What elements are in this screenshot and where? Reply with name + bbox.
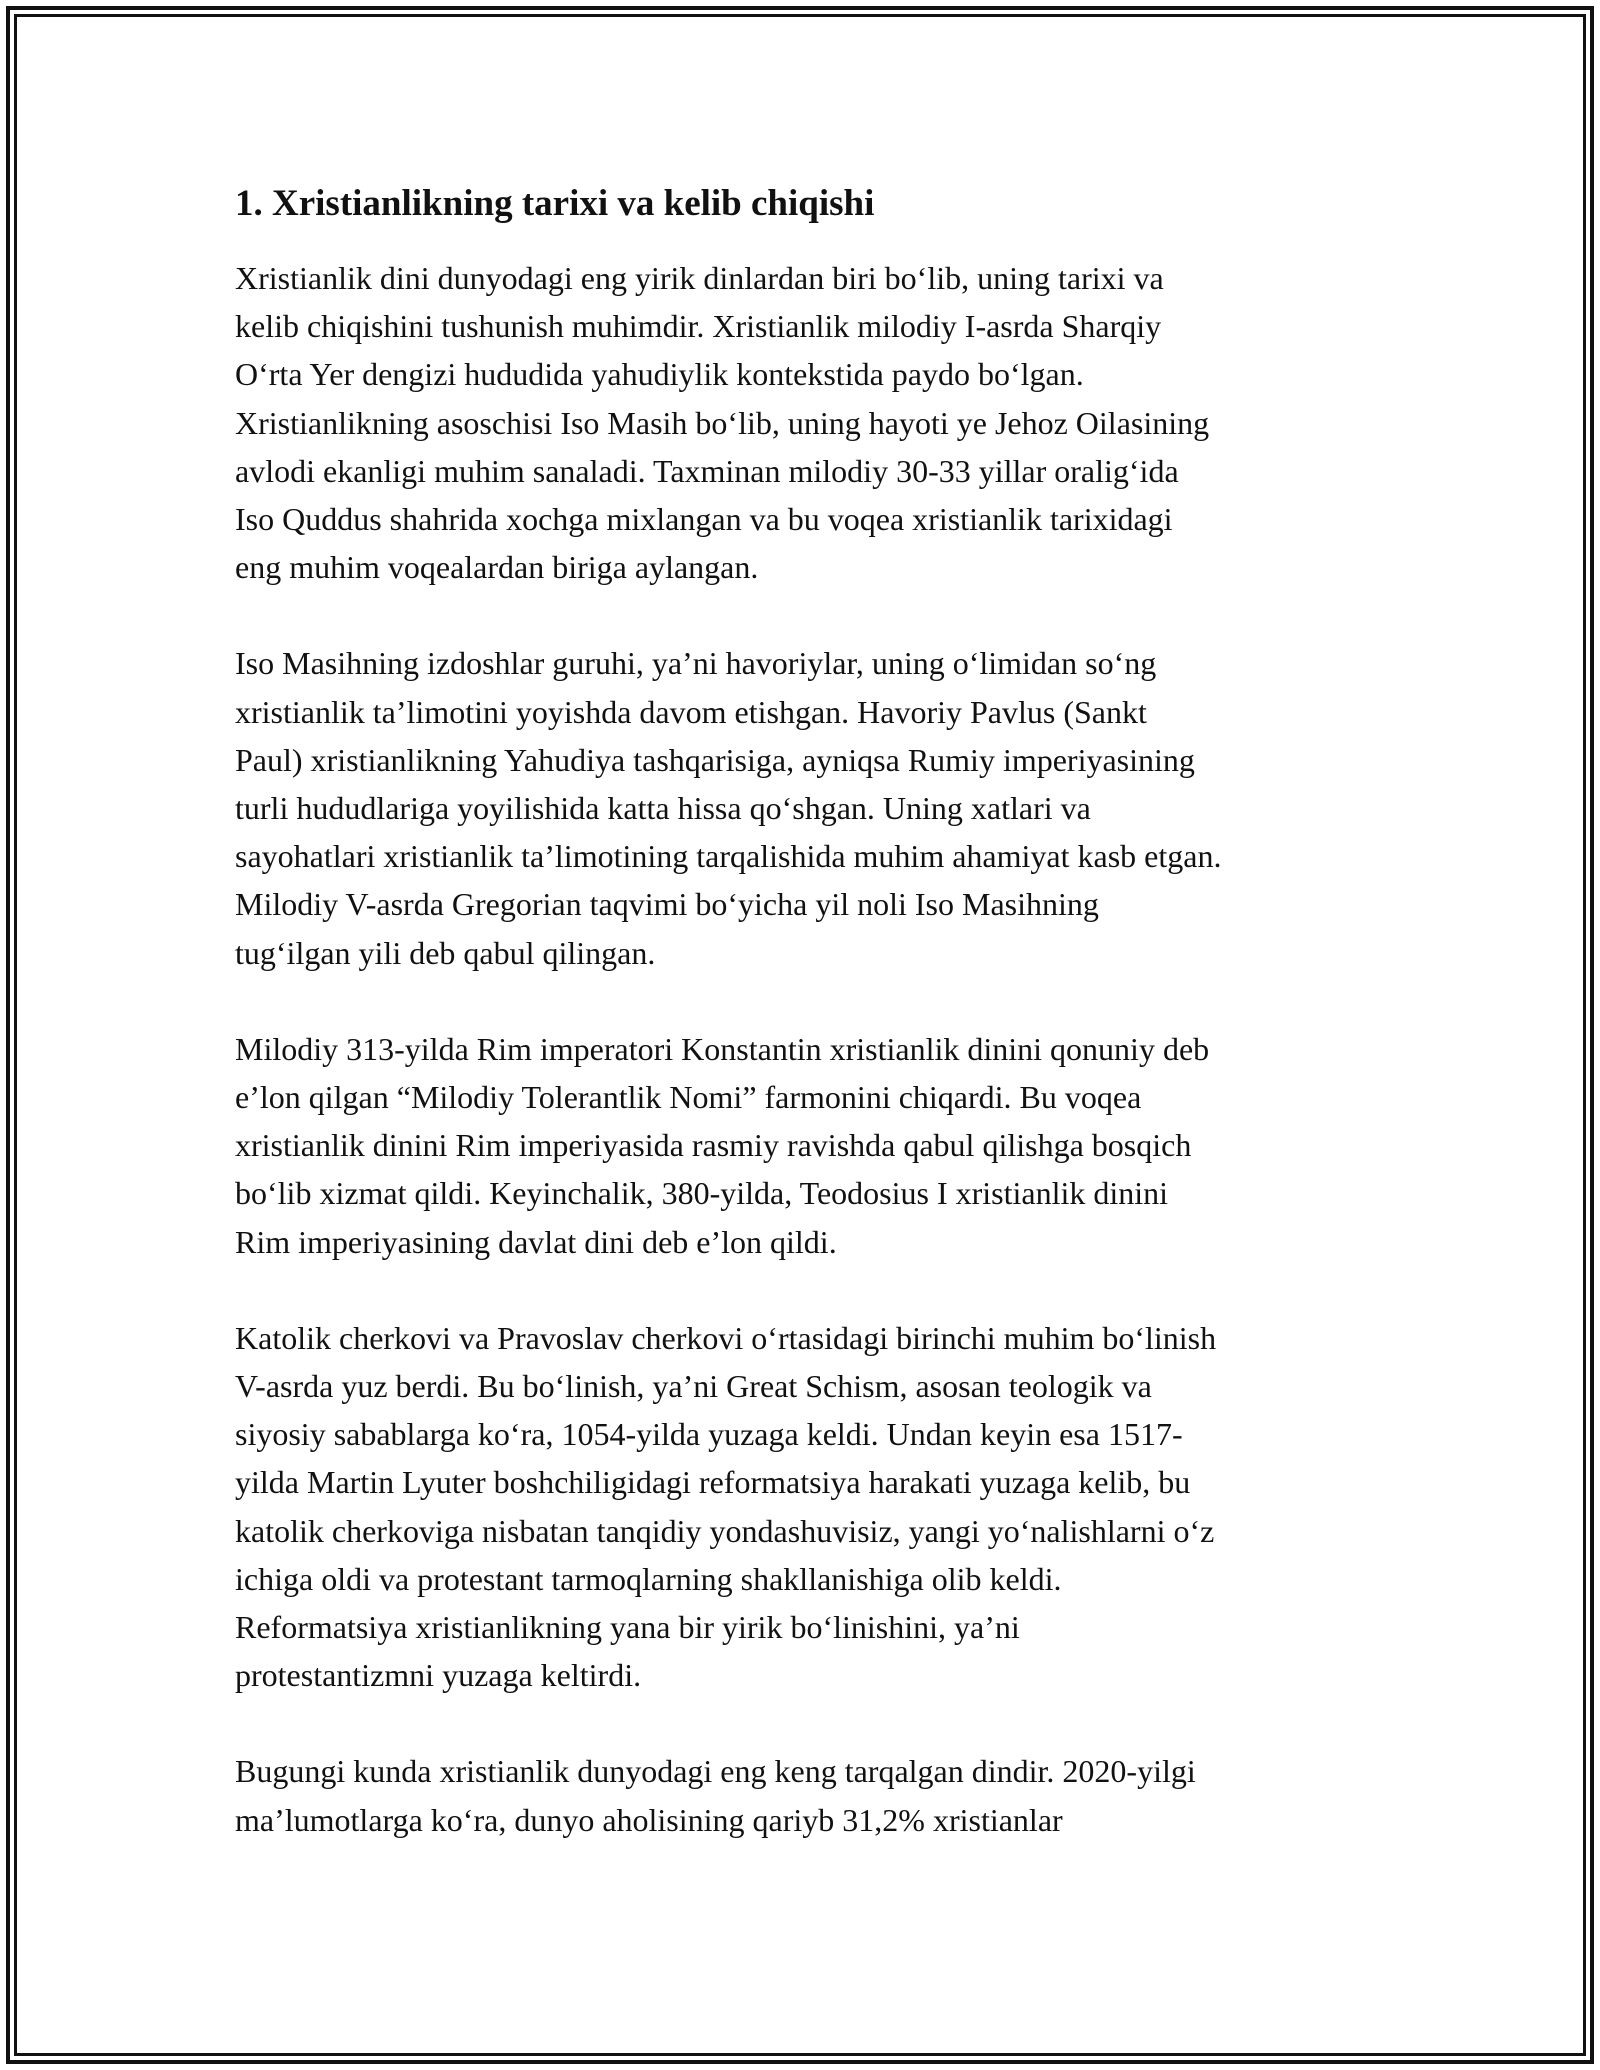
paragraph-line: yilda Martin Lyuter boshchiligidagi reformatsiya harakati yuzaga kelib, bu: [235, 1464, 1191, 1501]
paragraph-line: Katolik cherkovi va Pravoslav cherkovi o‘rtasidagi birinchi muhim bo‘linish: [235, 1319, 1217, 1356]
paragraph-line: Reformatsiya xristianlikning yana bir yirik bo‘linishini, ya’ni: [235, 1609, 1020, 1646]
paragraph-line: ichiga oldi va protestant tarmoqlarning shakllanishiga olib keldi.: [235, 1560, 1062, 1597]
paragraph: [235, 1025, 1375, 1266]
document-body: [235, 180, 1375, 1892]
paragraph-line: protestantizmni yuzaga keltirdi.: [235, 1657, 642, 1694]
paragraph-line: Xristianlik dini dunyodagi eng yirik dinlardan biri bo‘lib, uning tarixi va: [235, 260, 1164, 296]
paragraph: [235, 1314, 1375, 1700]
paragraph-line: avlodi ekanligi muhim sanaladi. Taxminan milodiy 30-33 yillar oralig‘ida: [235, 452, 1179, 489]
paragraph: [235, 254, 1375, 591]
paragraph-line: Iso Masihning izdoshlar guruhi, ya’ni havoriylar, uning o‘limidan so‘ng: [235, 645, 1157, 682]
paragraph-line: Bugungi kunda xristianlik dunyodagi eng keng tarqalgan dindir. 2020-yilgi: [235, 1753, 1196, 1790]
paragraph-line: kelib chiqishini tushunish muhimdir. Xristianlik milodiy I-asrda Sharqiy: [235, 308, 1162, 345]
paragraph-line: Rim imperiyasining davlat dini deb e’lon qildi.: [235, 1223, 837, 1260]
paragraph-line: Iso Quddus shahrida xochga mixlangan va bu voqea xristianlik tarixidagi: [235, 501, 1173, 538]
paragraph-line: turli hududlariga yoyilishida katta hissa qo‘shgan. Uning xatlari va: [235, 790, 1091, 827]
paragraph-line: sayohatlari xristianlik ta’limotining tarqalishida muhim ahamiyat kasb etgan.: [235, 838, 1222, 875]
paragraph: [235, 1747, 1375, 1843]
paragraph-line: eng muhim voqealardan biriga aylangan.: [235, 549, 759, 586]
paragraph-line: e’lon qilgan “Milodiy Tolerantlik Nomi” farmonini chiqardi. Bu voqea: [235, 1079, 1142, 1116]
paragraph-line: bo‘lib xizmat qildi. Keyinchalik, 380-yilda, Teodosius I xristianlik dinini: [235, 1175, 1169, 1212]
paragraph-line: xristianlik dinini Rim imperiyasida rasmiy ravishda qabul qilishga bosqich: [235, 1127, 1192, 1164]
paragraph-list: [235, 254, 1375, 1844]
paragraph-line: Xristianlikning asoschisi Iso Masih bo‘lib, uning hayoti ye Jehoz Oilasining: [235, 404, 1210, 441]
paragraph-line: Paul) xristianlikning Yahudiya tashqarisiga, ayniqsa Rumiy imperiyasining: [235, 741, 1195, 778]
paragraph-line: Milodiy 313-yilda Rim imperatori Konstantin xristianlik dinini qonuniy deb: [235, 1030, 1210, 1067]
paragraph-line: xristianlik ta’limotini yoyishda davom etishgan. Havoriy Pavlus (Sankt: [235, 693, 1147, 730]
paragraph-line: O‘rta Yer dengizi hududida yahudiylik kontekstida paydo bo‘lgan.: [235, 356, 1084, 393]
paragraph-line: V-asrda yuz berdi. Bu bo‘linish, ya’ni Great Schism, asosan teologik va: [235, 1368, 1152, 1405]
section-heading: 1. Xristianlikning tarixi va kelib chiqishi: [235, 183, 875, 224]
paragraph-line: tug‘ilgan yili deb qabul qilingan.: [235, 934, 656, 971]
paragraph-line: ma’lumotlarga ko‘ra, dunyo aholisining qariyb 31,2% xristianlar: [235, 1801, 1063, 1838]
paragraph-line: Milodiy V-asrda Gregorian taqvimi bo‘yicha yil noli Iso Masihning: [235, 886, 1099, 923]
paragraph-line: siyosiy sabablarga ko‘ra, 1054-yilda yuzaga keldi. Undan keyin esa 1517-: [235, 1416, 1183, 1453]
paragraph-line: katolik cherkoviga nisbatan tanqidiy yondashuvisiz, yangi yo‘nalishlarni o‘z: [235, 1512, 1215, 1549]
paragraph: [235, 639, 1375, 976]
